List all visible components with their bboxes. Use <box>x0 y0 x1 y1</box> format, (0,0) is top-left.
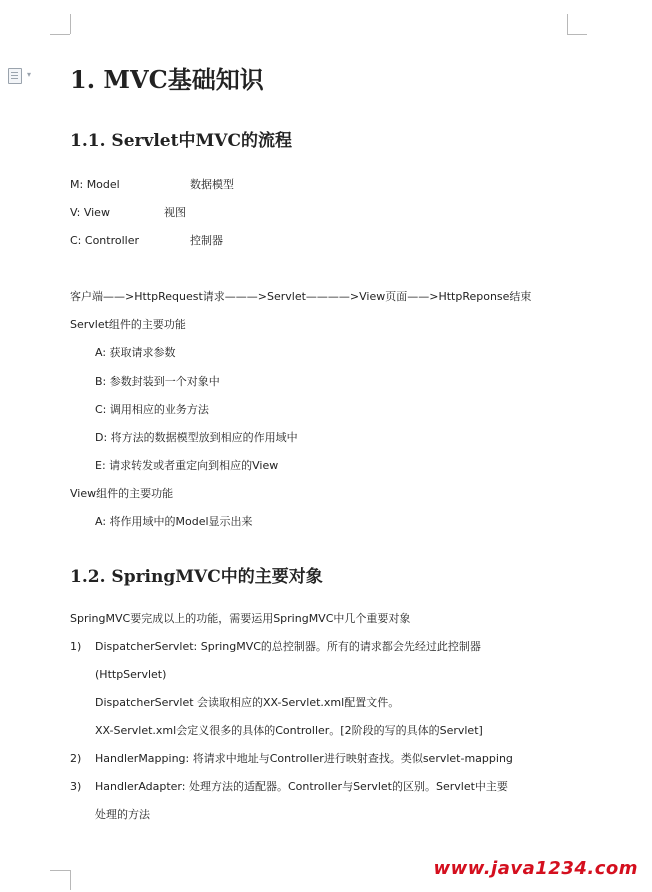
object-1-line-2: (HttpServlet) <box>95 668 167 681</box>
servlet-components-title: Servlet组件的主要功能 <box>70 318 186 331</box>
crop-mark-top-right-horizontal <box>567 34 587 35</box>
mvc-controller-desc: 控制器 <box>190 234 223 247</box>
object-3-line-1: HandlerAdapter: 处理方法的适配器。Controller与Servlet的区别。Servlet中主要 <box>95 780 508 793</box>
crop-mark-top-left-horizontal <box>50 34 70 35</box>
servlet-item-a: A: 获取请求参数 <box>95 346 176 359</box>
view-item-a: A: 将作用域中的Model显示出来 <box>95 515 253 528</box>
object-number-3: 3) <box>70 780 82 793</box>
servlet-item-b: B: 参数封装到一个对象中 <box>95 375 220 388</box>
crop-mark-bottom-left-horizontal <box>50 870 70 871</box>
crop-mark-top-left-vertical <box>70 14 71 34</box>
document-icon[interactable] <box>8 68 22 84</box>
object-number-1: 1) <box>70 640 82 653</box>
mvc-controller-code: C: Controller <box>70 234 139 247</box>
object-number-2: 2) <box>70 752 82 765</box>
servlet-item-e: E: 请求转发或者重定向到相应的View <box>95 459 279 472</box>
crop-mark-top-right-vertical <box>567 14 568 34</box>
object-1-line-4: XX-Servlet.xml会定义很多的具体的Controller。[2阶段的写的具体的Servlet] <box>95 724 483 737</box>
object-1-line-3: DispatcherServlet 会读取相应的XX-Servlet.xml配置文件。 <box>95 696 400 709</box>
mvc-model-desc: 数据模型 <box>190 178 234 191</box>
chevron-down-icon[interactable]: ▾ <box>27 70 32 79</box>
springmvc-intro: SpringMVC要完成以上的功能，需要运用SpringMVC中几个重要对象 <box>70 612 411 625</box>
servlet-item-c: C: 调用相应的业务方法 <box>95 403 209 416</box>
object-3-line-2: 处理的方法 <box>95 808 150 821</box>
object-1-line-1: DispatcherServlet: SpringMVC的总控制器。所有的请求都会先经过此控制器 <box>95 640 481 653</box>
flow-description: 客户端——>HttpRequest请求———>Servlet————>View页面——>HttpReponse结束 <box>70 290 532 303</box>
view-components-title: View组件的主要功能 <box>70 487 174 500</box>
watermark-text: www.java1234.com <box>433 858 638 879</box>
mvc-view-desc: 视图 <box>164 206 186 219</box>
mvc-model-code: M: Model <box>70 178 120 191</box>
mvc-view-code: V: View <box>70 206 110 219</box>
object-2-line-1: HandlerMapping: 将请求中地址与Controller进行映射查找。类似servlet-mapping <box>95 752 513 765</box>
page-title: 1. MVC基础知识 <box>70 65 264 94</box>
crop-mark-bottom-left-vertical <box>70 870 71 890</box>
section-title-1-1: 1.1. Servlet中MVC的流程 <box>70 131 293 151</box>
servlet-item-d: D: 将方法的数据模型放到相应的作用域中 <box>95 431 298 444</box>
section-title-1-2: 1.2. SpringMVC中的主要对象 <box>70 567 323 587</box>
